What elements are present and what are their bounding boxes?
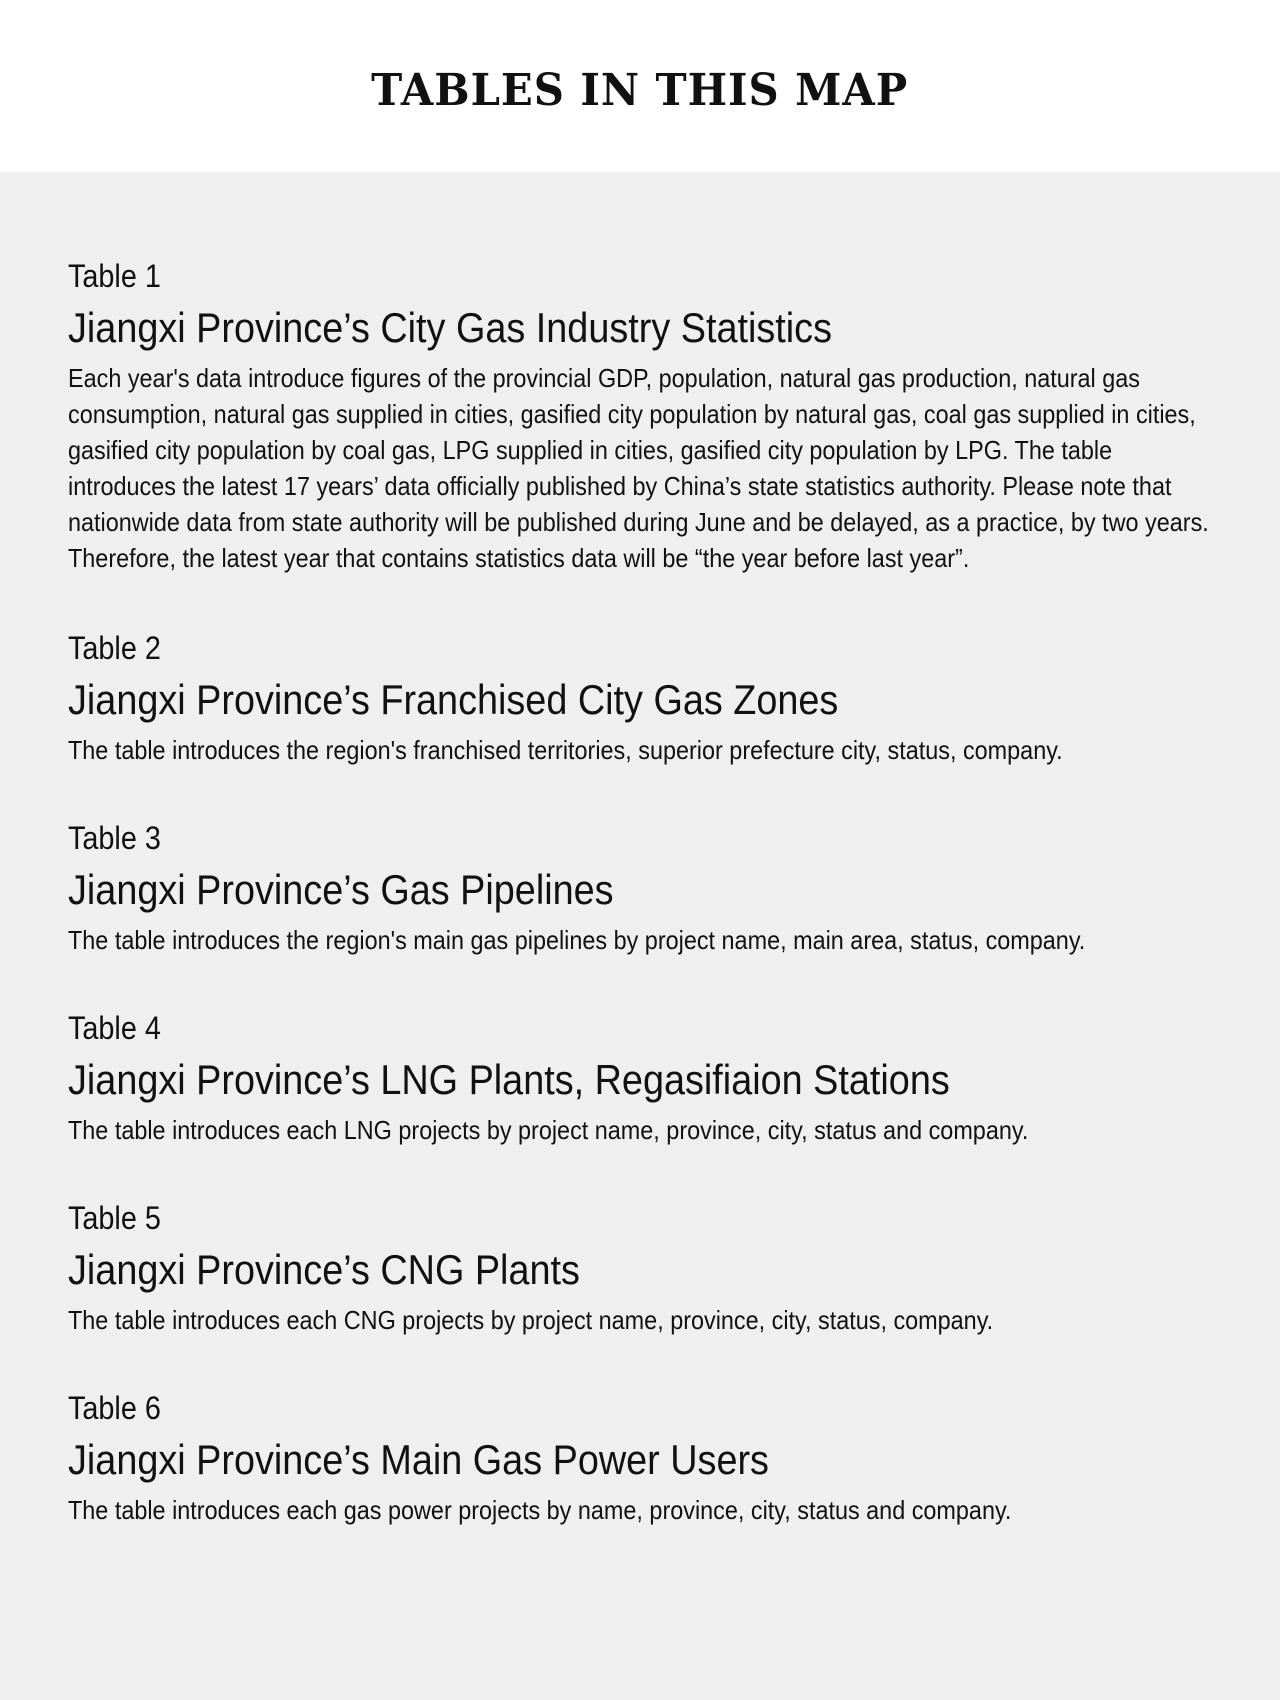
table-description: Each year's data introduce figures of the provincial GDP, population, natural gas production, natural gas consumption, natural gas supplied in cities, gasified city population by natural gas, coal gas supplied in cities, gasified city population by coal gas, LPG supplied in cities, gasified city population by LPG. The table introduces the latest 17 years’ data officially published by China’s state statistics authority. Please note that nationwide data from state authority will be published during June and be delayed, as a practice, by two years. Therefore, the latest year that contains statistics data will be “the year before last year”.: [68, 363, 1209, 573]
table-number: Table 6: [68, 1390, 161, 1426]
table-description: The table introduces the region's main gas pipelines by project name, main area, status, company.: [68, 925, 1086, 955]
table-description: The table introduces each CNG projects by project name, province, city, status, company.: [68, 1305, 994, 1335]
table-description: The table introduces each gas power projects by name, province, city, status and company.: [68, 1495, 1012, 1525]
table-entry-2: [68, 628, 1212, 768]
table-number: Table 1: [68, 258, 161, 294]
page-header: [0, 0, 1280, 172]
table-number: Table 5: [68, 1200, 161, 1236]
table-title: Jiangxi Province’s CNG Plants: [68, 1246, 580, 1293]
table-title: Jiangxi Province’s Gas Pipelines: [68, 866, 614, 913]
table-entry-1: [68, 256, 1212, 576]
table-title: Jiangxi Province’s Franchised City Gas Zones: [68, 676, 839, 723]
table-description: The table introduces the region's franchised territories, superior prefecture city, status, company.: [68, 735, 1063, 765]
table-entry-5: [68, 1198, 1212, 1338]
table-title: Jiangxi Province’s LNG Plants, Regasifiaion Stations: [68, 1056, 950, 1103]
table-number: Table 2: [68, 630, 161, 666]
table-entry-4: [68, 1008, 1212, 1148]
table-description: The table introduces each LNG projects by project name, province, city, status and company.: [68, 1115, 1029, 1145]
table-entry-3: [68, 818, 1212, 958]
table-number: Table 3: [68, 820, 161, 856]
page-title: TABLES IN THIS MAP: [371, 64, 909, 116]
table-entry-6: [68, 1388, 1212, 1528]
table-title: Jiangxi Province’s Main Gas Power Users: [68, 1436, 769, 1483]
table-number: Table 4: [68, 1010, 161, 1046]
table-title: Jiangxi Province’s City Gas Industry Statistics: [68, 304, 832, 351]
table-list: [0, 172, 1280, 1528]
